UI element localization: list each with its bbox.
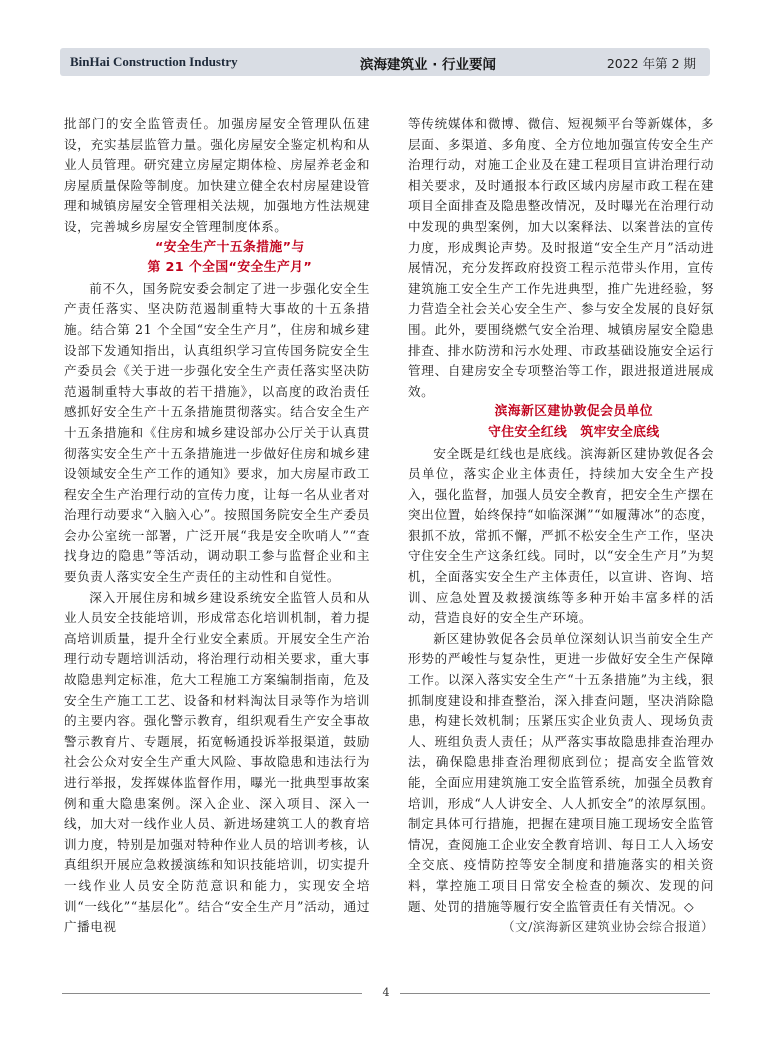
section-heading-line-2: 守住安全红线 筑牢安全底线 — [488, 424, 660, 440]
section-title: 滨海建筑业 · 行业要闻 — [360, 57, 497, 73]
footer-divider-right — [400, 993, 710, 994]
page-number: 4 — [382, 986, 390, 999]
right-paragraph-1: 等传统媒体和微博、微信、短视频平台等新媒体，多层面、多渠道、多角度、全方位地加强宣传安全生产治理行动，对施工企业及在建工程项目宣讲治理行动相关要求，及时通报本行政区域内房屋市政工程在建项目全面排查及隐患整改情况，及时曝光在治理行动中发现的典型案例，加大以案释法、以案普法的宣传力度，形成舆论声势。及时报道“安全生产月”活动进展情况，充分发挥政府投资工程示范带头作用，宣传建筑施工安全生产工作先进典型，推广先进经验，努力营造全社会关心安全生产、参与安全发展的良好氛围。此外，要围绕燃气安全治理、城镇房屋安全隐患排查、排水防涝和污水处理、市政基础设施安全运行管理、自建房安全专项整治等工作，跟进报道进展成效。 — [408, 116, 714, 399]
right-column — [408, 114, 714, 938]
article-byline: （文/滨海新区建筑业协会综合报道） — [502, 919, 714, 935]
left-column — [64, 114, 370, 938]
left-paragraph-3: 深入开展住房和城乡建设系统安全监管人员和从业人员安全技能培训，形成常态化培训机制，着力提高培训质量，提升全行业安全素质。开展安全生产治理行动专题培训活动，将治理行动相关要求，重大事故隐患判定标准，危大工程施工方案编制指南，危及安全生产施工工艺、设备和材料淘汰目录等作为培训的主要内容。强化警示教育，组织观看生产安全事故警示教育片、专题展，拓宽畅通投诉举报渠道，鼓励社会公众对安全生产重大风险、事故隐患和违法行为进行举报，发挥媒体监督作用，曝光一批典型事故案例和重大隐患案例。深入企业、深入项目、深入一线，加大对一线作业人员、新进场建筑工人的教育培训力度，特别是加强对特种作业人员的培训考核，认真组织开展应急救援演练和知识技能培训，切实提升一线作业人员安全防范意识和能力，实现安全培训“一线化”“基层化”。结合“安全生产月”活动，通过广播电视 — [64, 589, 370, 935]
section-heading-line-1: 滨海新区建协敦促会员单位 — [494, 404, 653, 420]
publication-name: BinHai Construction Industry — [70, 54, 238, 69]
left-paragraph-2: 前不久，国务院安委会制定了进一步强化安全生产责任落实、坚决防范遏制重特大事故的十五条措施。结合第 21 个全国“安全生产月”，住房和城乡建设部下发通知指出，认真组织学习宣传国务院安全生产委员会《关于进一步强化安全生产责任落实坚决防范遏制重特大事故的若干措施》，以高度的政治责任感抓好安全生产十五条措施贯彻落实。结合安全生产十五条措施和《住房和城乡建设部办公厅关于认真贯彻落实安全生产十五条措施进一步做好住房和城乡建设领域安全生产工作的通知》要求，加大房屋市政工程安全生产治理行动的宣传力度，让每一名从业者对治理行动要求“入脑入心”。按照国务院安全生产委员会办公室统一部署，广泛开展“我是安全吹哨人”“查找身边的隐患”等活动，调动职工参与监督企业和主要负责人落实安全生产责任的主动性和自觉性。 — [64, 280, 370, 585]
left-paragraph-1: 批部门的安全监管责任。加强房屋安全管理队伍建设，充实基层监管力量。强化房屋安全鉴定机构和从业人员管理。研究建立房屋定期体检、房屋养老金和房屋质量保险等制度。加快建立健全农村房屋建设管理和城镇房屋安全管理相关法规，加强地方性法规建设，完善城乡房屋安全管理制度体系。 — [64, 116, 370, 234]
footer-divider-left — [62, 993, 362, 994]
issue-number: 2022 年第 2 期 — [606, 56, 696, 71]
right-paragraph-2: 安全既是红线也是底线。滨海新区建协敦促各会员单位，落实企业主体责任，持续加大安全生产投入，强化监督，加强人员安全教育，把安全生产摆在突出位置，始终保持“如临深渊”“如履薄冰”的态度，狠抓不放，常抓不懈，严抓不松安全生产工作，坚决守住安全生产这条红线。同时，以“安全生产月”为契机，全面落实安全生产主体责任，以宣讲、咨询、培训、应急处置及救援演练等多种开始丰富多样的活动，营造良好的安全生产环境。 — [408, 445, 714, 626]
page-header — [60, 48, 710, 76]
section-heading-line-1: “安全生产十五条措施”与 — [155, 239, 305, 255]
right-paragraph-3: 新区建协敦促各会员单位深刻认识当前安全生产形势的严峻性与复杂性，更进一步做好安全生产保障工作。以深入落实安全生产“十五条措施”为主线，狠抓制度建设和排查整治，深入排查问题，坚决消除隐患，构建长效机制；压紧压实企业负责人、现场负责人、班组负责人责任；从严落实事故隐患排查治理办法，确保隐患排查治理彻底到位；提高安全监管效能，全面应用建筑施工安全监管系统，加强全员教育培训，形成“人人讲安全、人人抓安全”的浓厚氛围。制定具体可行措施，把握在建项目施工现场安全监管情况，查阅施工企业安全教育培训、每日工人入场安全交底、疫情防控等安全制度和措施落实的相关资料，掌控施工项目日常安全检查的频次、发现的问题、处罚的措施等履行安全监管责任有关情况。◇ — [408, 630, 714, 914]
section-heading-line-2: 第 21 个全国“安全生产月” — [147, 260, 313, 276]
